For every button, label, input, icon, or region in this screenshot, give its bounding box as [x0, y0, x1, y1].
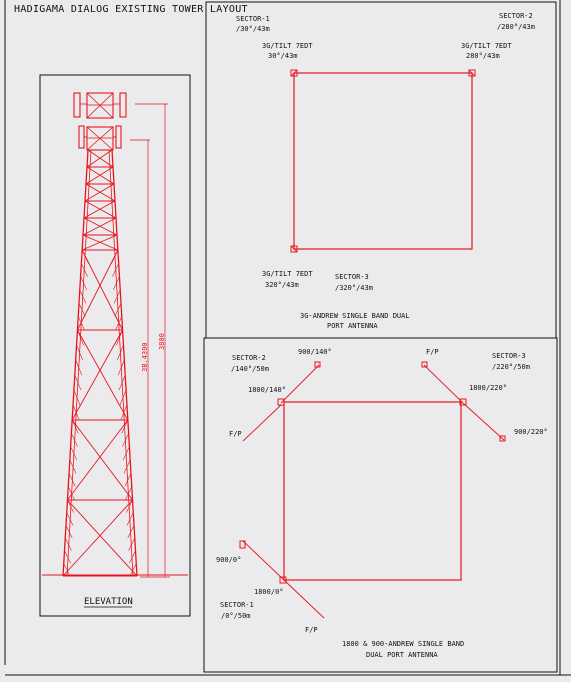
bottom-plan-platform — [284, 402, 461, 580]
bottom-sector-2-1800-label: 1800/140° — [248, 386, 286, 394]
top-plan-panel — [206, 2, 556, 338]
bottom-sector-3-1800-label: 1800/220° — [469, 384, 507, 392]
top-sector-1-azimuth: /30°/43m — [236, 25, 270, 33]
bottom-sector-2-azimuth: /140°/50m — [231, 365, 269, 373]
bottom-plan-caption-line-2: DUAL PORT ANTENNA — [366, 651, 438, 659]
top-sector-1-name: SECTOR-1 — [236, 15, 270, 23]
top-sector-2-azimuth: /280°/43m — [497, 23, 535, 31]
dimension-lower-label: 3800 — [158, 333, 166, 350]
bottom-sector-1-fp-label: F/P — [305, 626, 318, 634]
tower-brace — [85, 184, 114, 201]
top-plan-frame — [206, 2, 556, 338]
top-plan-caption-line-1: 3G-ANDREW SINGLE BAND DUAL — [300, 312, 410, 320]
dimension-upper-label: 3B.4300 — [141, 342, 149, 372]
bottom-sector-3-900-label: 900/220° — [514, 428, 548, 436]
bottom-plan-panel — [204, 338, 557, 672]
tower-brace — [86, 184, 115, 201]
top-sector-3-antenna-azimuth: 320°/43m — [265, 281, 299, 289]
tower-leg-left — [63, 150, 88, 576]
top-sector-1-antenna-type: 3G/TILT 7EDT — [262, 42, 313, 50]
bottom-sector-2-900-label: 900/140° — [298, 348, 332, 356]
tower-brace — [84, 218, 117, 235]
bottom-sector-3-azimuth: /220°/50m — [492, 363, 530, 371]
tower-x-brace — [63, 500, 133, 576]
bottom-sector-1-1800-label: 1800/0° — [254, 588, 284, 596]
bottom-sector-2-name: SECTOR-2 — [232, 354, 266, 362]
top-sector-2-antenna-azimuth: 280°/43m — [466, 52, 500, 60]
tower-antenna-panel — [116, 126, 121, 148]
top-plan-platform — [294, 73, 472, 249]
top-sector-2-antenna-type: 3G/TILT 7EDT — [461, 42, 512, 50]
top-sector-3-antenna-type: 3G/TILT 7EDT — [262, 270, 313, 278]
tower-antenna-panel — [79, 126, 84, 148]
bottom-sector-1-azimuth: /0°/50m — [221, 612, 251, 620]
bottom-sector-1-900-label: 900/0° — [216, 556, 242, 564]
tower-brace — [84, 201, 115, 218]
bottom-plan-caption-line-1: 1800 & 900-ANDREW SINGLE BAND — [342, 640, 465, 648]
tower-antenna-panel — [120, 93, 126, 117]
tower-leg-right — [112, 150, 137, 576]
tower-brace — [85, 201, 116, 218]
tower-x-brace — [67, 500, 137, 576]
top-plan-caption-line-2: PORT ANTENNA — [327, 322, 378, 330]
top-sector-3-azimuth: /320°/43m — [335, 284, 373, 292]
elevation-panel — [40, 75, 190, 616]
top-sector-1-antenna-azimuth: 30°/43m — [268, 52, 298, 60]
elevation-label: ELEVATION — [84, 597, 133, 607]
tower-antenna-panel — [74, 93, 80, 117]
top-sector-3-name: SECTOR-3 — [335, 273, 369, 281]
elevation-frame — [40, 75, 190, 616]
tower-structure — [63, 93, 137, 576]
bottom-sector-3-fp-label: F/P — [426, 348, 439, 356]
top-sector-2-name: SECTOR-2 — [499, 12, 533, 20]
tower-brace — [83, 218, 116, 235]
drawing-title: HADIGAMA DIALOG EXISTING TOWER LAYOUT — [14, 4, 248, 15]
bottom-sector-2-fp-label: F/P — [229, 430, 242, 438]
bottom-sector-1-name: SECTOR-1 — [220, 601, 254, 609]
bottom-sector-3-name: SECTOR-3 — [492, 352, 526, 360]
